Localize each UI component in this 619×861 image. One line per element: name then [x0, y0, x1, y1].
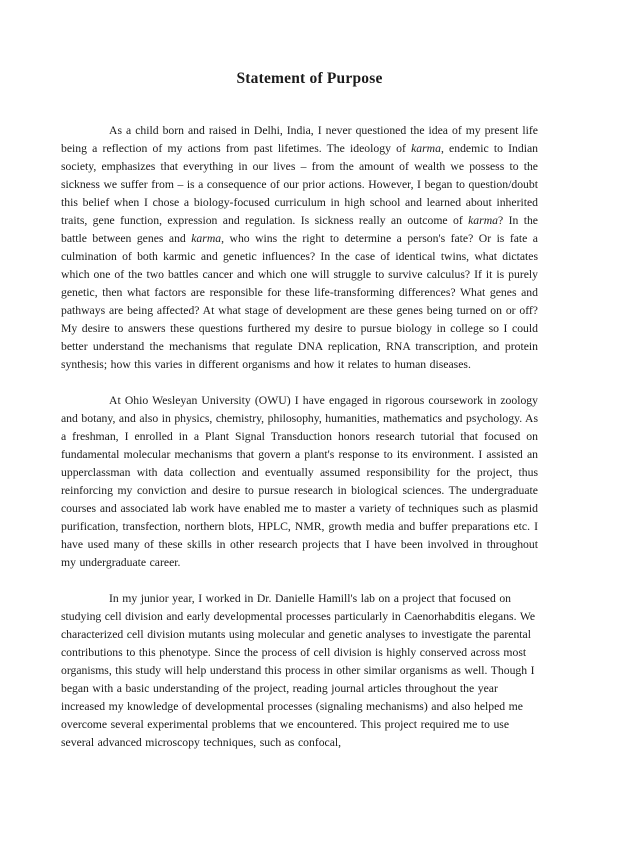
paragraph-3: In my junior year, I worked in Dr. Danielle Hamill's lab on a project that focused on studying cell division and early developmental processes particularly in Caenorhabditis elegans. We characterized cell division mutants using molecular and genetic analyses to investigate the parental contributions to this phenotype. Since the process of cell division is highly conserved across most organisms, this study will help understand this process in other similar organisms as well. Though I began with a basic understanding of the project, reading journal articles throughout the year increased my knowledge of developmental processes (signaling mechanisms) and also helped me overcome several experimental problems that we encountered. This project required me to use several advanced microscopy techniques, such as confocal, — [61, 592, 536, 749]
document-body — [61, 122, 538, 752]
page-title: Statement of Purpose — [236, 70, 383, 87]
italic-term: karma — [191, 232, 222, 245]
italic-term: karma — [468, 214, 498, 227]
paragraph-2: At Ohio Wesleyan University (OWU) I have engaged in rigorous coursework in zoology and botany, and also in physics, chemistry, philosophy, humanities, mathematics and psychology. As a freshman, I enrolled in a Plant Signal Transduction honors research tutorial that focused on fundamental molecular mechanisms that govern a plant's response to its environment. I assisted an upperclassman with data collection and eventually assumed responsibility for the project, thus reinforcing my conviction and desire to pursue research in biological sciences. The undergraduate courses and associated lab work have enabled me to master a variety of techniques such as plasmid purification, transfection, northern blots, HPLC, NMR, growth media and buffer preparations etc. I have used many of these skills in other research projects that I have been involved in throughout my undergraduate career. — [61, 394, 538, 569]
italic-term: karma — [411, 142, 441, 155]
paragraph-1: As a child born and raised in Delhi, India, I never questioned the idea of my present life being a reflection of my actions from past lifetimes. The ideology of karma, endemic to Indian society, emphasizes that everything in our lives – from the amount of wealth we possess to the sickness we suffer from – is a consequence of our prior actions. However, I began to question/doubt this belief when I chose a biology-focused curriculum in high school and learned about inherited traits, gene function, expression and regulation. Is sickness really an outcome of karma? In the battle between genes and karma, who wins the right to determine a person's fate? Or is fate a culmination of both karmic and genetic influences? In the case of identical twins, what dictates which one of the two battles cancer and which one will struggle to survive calculus? If it is purely genetic, then what factors are responsible for these life-transforming differences? What genes and pathways are being affected? At what stage of development are these genes being turned on or off? My desire to answers these questions furthered my desire to pursue biology in college so I could better understand the mechanisms that regulate DNA replication, RNA transcription, and protein synthesis; how this varies in different organisms and how it relates to human diseases. — [61, 124, 538, 371]
